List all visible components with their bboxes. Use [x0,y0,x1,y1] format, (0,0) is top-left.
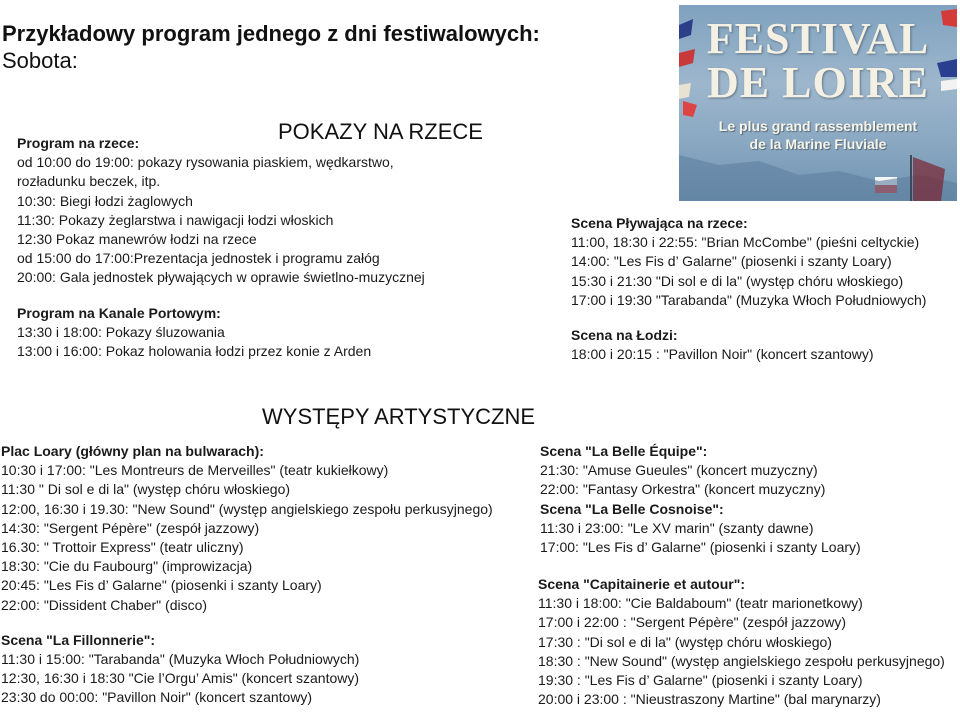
list-item: 11:30 i 23:00: "Le XV marin" (szanty dawne) [540,519,814,536]
list-item: 11:30: Pokazy żeglarstwa i nawigacji łodzi włoskich [17,211,334,228]
page-subtitle: Sobota: [2,48,78,73]
list-item: 10:30: Biegi łodzi żaglowych [17,192,193,209]
list-item: 13:00 i 16:00: Pokaz holowania łodzi przez konie z Arden [17,343,372,360]
list-item: 21:30: "Amuse Gueules" (koncert muzyczny) [540,462,818,479]
list-item: 12:00, 16:30 i 19.30: "New Sound" (występ angielskiego zespołu perkusyjnego) [1,500,493,517]
list-item: 11:30 " Di sol e di la" (występ chóru włoskiego) [1,481,291,498]
river-program-label: Program na rzece: [17,135,140,151]
list-item: od 10:00 do 19:00: pokazy rysowania piaskiem, wędkarstwo, [17,154,394,171]
poster-title-line2: DE LOIRE [707,58,929,107]
capitainerie-label: Scena "Capitainerie et autour": [538,576,745,592]
flag-shape [913,157,945,201]
flag-shape [941,79,957,91]
list-item: 15:30 i 21:30 "Di sol e di la" (występ chóru włoskiego) [571,272,904,289]
list-item: 10:30 i 17:00: "Les Montreurs de Merveilles" (teatr kukiełkowy) [1,462,389,479]
poster-tagline-line1: Le plus grand rassemblement [718,118,918,134]
belle-equipe-block [540,442,861,557]
loary-square-block [1,442,493,708]
fillonnerie-stage-label: Scena "La Fillonnerie": [1,631,156,648]
floating-stage-label: Scena Pływająca na rzece: [571,215,748,231]
list-item: 14:30: "Sergent Pépère" (zespół jazzowy) [1,519,260,536]
list-item: rozładunku beczek, itp. [17,173,161,190]
list-item: 20:45: "Les Fis d’ Galarne" (piosenki i szanty Loary) [1,577,322,594]
list-item: 22:00: "Dissident Chaber" (disco) [1,596,208,613]
title-block [2,20,540,74]
festival-poster [679,5,957,201]
artistic-performances-heading: WYSTĘPY ARTYSTYCZNE [262,404,536,429]
list-item: od 15:00 do 17:00:Prezentacja jednostek i programu załóg [17,250,380,267]
flag-shape [941,9,957,27]
canal-program-label: Program na Kanale Portowym: [17,304,221,321]
list-item: 12:30 Pokaz manewrów łodzi na rzece [17,231,257,248]
list-item: 17:00: "Les Fis d’ Galarne" (piosenki i szanty Loary) [540,539,861,556]
river-shows-heading: POKAZY NA RZECE [278,119,483,144]
list-item: 20:00: Gala jednostek pływających w oprawie świetlno-muzycznej [17,269,425,286]
river-program-block [17,134,425,361]
list-item: 18:00 i 20:15 : "Pavillon Noir" (koncert szantowy) [571,346,874,363]
page-title: Przykładowy program jednego z dni festiwalowych: [2,21,540,46]
list-item: 11:30 i 15:00: "Tarabanda" (Muzyka Włoch Południowych) [1,651,360,668]
loary-square-label: Plac Loary (główny plan na bulwarach): [1,443,264,459]
list-item: 13:30 i 18:00: Pokazy śluzowania [17,323,225,340]
list-item: 17:30 : "Di sol e di la" (występ chóru włoskiego) [538,633,832,650]
list-item: 18:30: "Cie du Faubourg" (improwizacja) [1,558,253,575]
list-item: 17:00 i 22:00 : "Sergent Pépère" (zespół jazzowy) [538,614,846,631]
poster-tagline-line2: de la Marine Fluviale [749,136,887,152]
poster-title [693,14,943,107]
poster-tagline [693,117,943,153]
list-item: 16.30: " Trottoir Express" (teatr uliczny) [1,539,244,556]
list-item: 12:30, 16:30 i 18:30 "Cie l’Orgu’ Amis" (koncert szantowy) [1,670,360,687]
list-item: 17:00 i 19:30 "Tarabanda" (Muzyka Włoch Południowych) [571,291,927,308]
list-item: 18:30 : "New Sound" (występ angielskiego zespołu perkusyjnego) [538,652,945,669]
boat-stage-label: Scena na Łodzi: [571,327,678,344]
list-item: 20:00 i 23:00 : "Nieustraszony Martine" (bal marynarzy) [538,691,881,708]
belle-cosnoise-label: Scena "La Belle Cosnoise": [540,500,724,517]
belle-equipe-label: Scena "La Belle Équipe": [540,443,708,459]
list-item: 14:00: "Les Fis d’ Galarne" (piosenki i szanty Loary) [571,253,892,270]
poster-title-line1: FESTIVAL [706,14,930,63]
flag-shape [679,19,693,39]
list-item: 11:00, 18:30 i 22:55: "Brian McCombe" (pieśni celtyckie) [571,234,920,251]
list-item: 19:30 : "Les Fis d’ Galarne" (piosenki i szanty Loary) [538,672,863,689]
list-item: 23:30 do 00:00: "Pavillon Noir" (koncert szantowy) [1,689,313,706]
floating-stage-block [571,214,926,364]
list-item: 22:00: "Fantasy Orkestra" (koncert muzyczny) [540,481,826,498]
list-item: 11:30 i 18:00: "Cie Baldaboum" (teatr marionetkowy) [538,595,863,612]
flag-shape [679,83,691,99]
capitainerie-block [538,575,945,709]
